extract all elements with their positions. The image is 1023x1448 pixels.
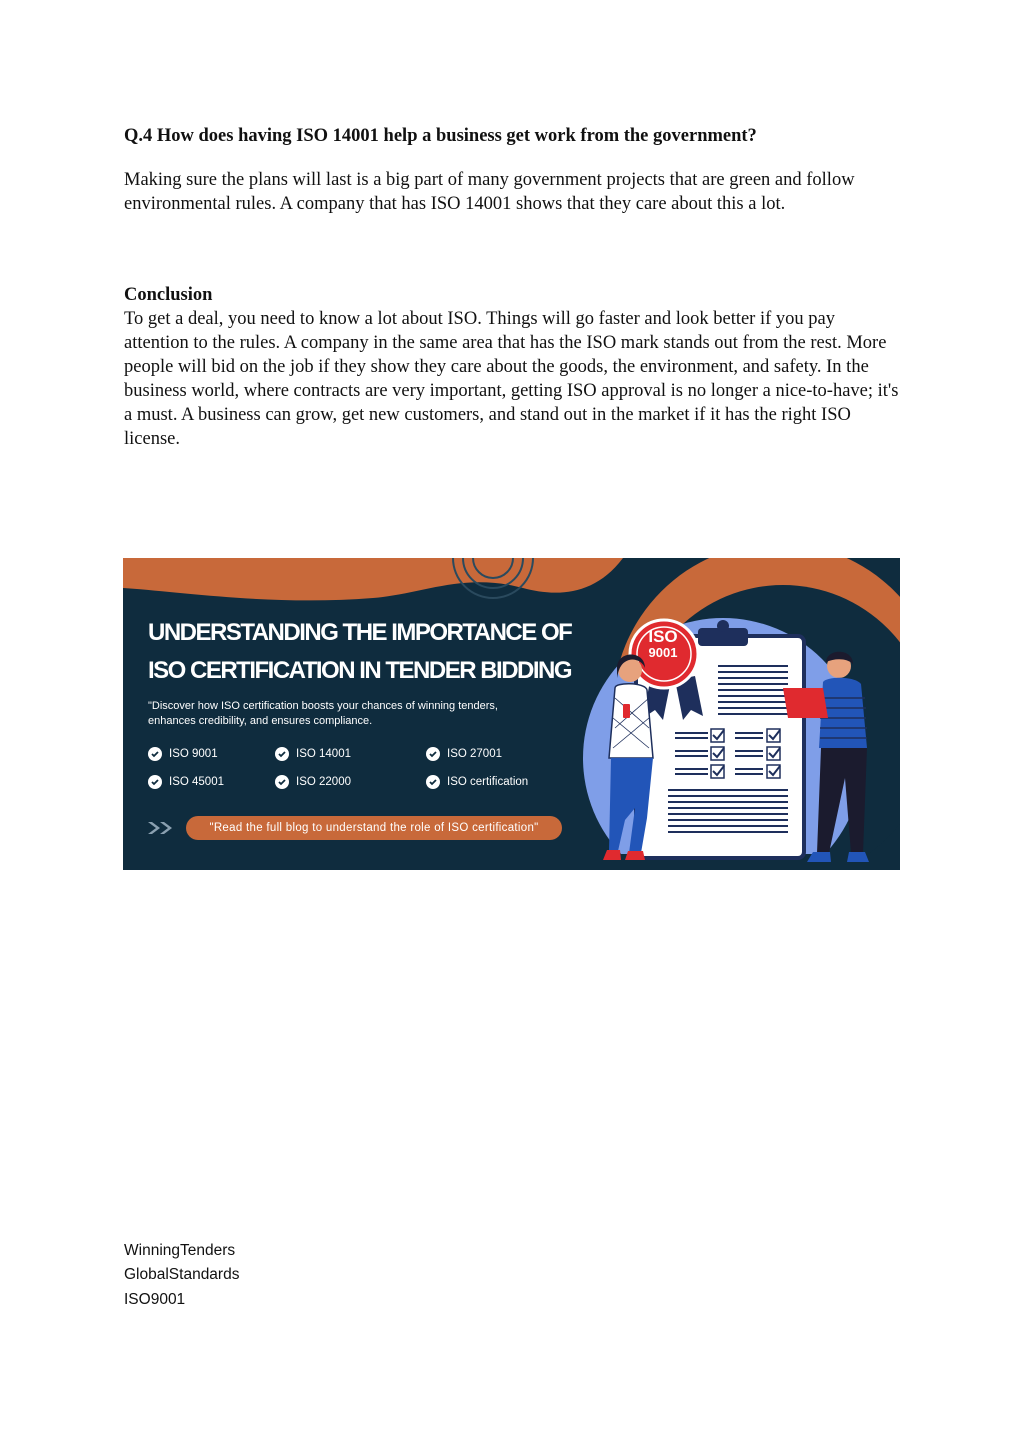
iso-list-label: ISO 45001 bbox=[169, 776, 224, 788]
iso-seal-line-1: ISO bbox=[648, 627, 678, 646]
conclusion-paragraph: To get a deal, you need to know a lot about ISO. Things will go faster and look better if you pay attention to the rules. A company in the same area that has the ISO mark stands out from the rest. More people will bid on the job if they show they care about the goods, the environment, and safety. In the business world, where contracts are very important, getting ISO approval is no longer a nice-to-have; it's a must. A business can grow, get new customers, and stand out in the market if it has the right ISO license. bbox=[124, 309, 899, 449]
iso-list-label: ISO certification bbox=[447, 776, 529, 788]
check-circle-icon bbox=[426, 747, 440, 761]
question-answer-paragraph: Making sure the plans will last is a big part of many government projects that are green and follow environmental rules. A company that has ISO 14001 shows that they care about this a lot. bbox=[124, 170, 855, 214]
iso-list-label: ISO 27001 bbox=[447, 748, 502, 760]
banner-title-line-2: ISO CERTIFICATION IN TENDER BIDDING bbox=[148, 657, 572, 684]
iso-list-item bbox=[148, 747, 218, 761]
iso-list-item bbox=[426, 747, 502, 761]
check-circle-icon bbox=[275, 747, 289, 761]
question-heading: Q.4 How does having ISO 14001 help a business get work from the government? bbox=[124, 126, 757, 146]
iso-blog-banner bbox=[123, 558, 900, 870]
conclusion-title: Conclusion bbox=[124, 285, 213, 305]
double-chevron-right-icon bbox=[146, 820, 182, 836]
banner-subtitle: "Discover how ISO certification boosts your chances of winning tenders, enhances credibility, and ensures compliance. bbox=[148, 700, 498, 727]
check-circle-icon bbox=[148, 775, 162, 789]
check-circle-icon bbox=[148, 747, 162, 761]
footer-tag: GlobalStandards bbox=[124, 1266, 240, 1283]
iso-list-item bbox=[148, 775, 224, 789]
banner-title-line-1: UNDERSTANDING THE IMPORTANCE OF bbox=[148, 619, 572, 646]
orange-wave-shape bbox=[123, 558, 623, 600]
iso-list-label: ISO 9001 bbox=[169, 748, 218, 760]
check-circle-icon bbox=[426, 775, 440, 789]
iso-list-label: ISO 22000 bbox=[296, 776, 351, 788]
read-full-blog-cta[interactable]: "Read the full blog to understand the role of ISO certification" bbox=[186, 816, 562, 840]
footer-tag: ISO9001 bbox=[124, 1291, 186, 1308]
check-circle-icon bbox=[275, 775, 289, 789]
footer-tag: WinningTenders bbox=[124, 1242, 236, 1259]
iso-list-item bbox=[275, 775, 351, 789]
iso-seal-text bbox=[638, 628, 688, 660]
iso-list-item bbox=[426, 775, 528, 789]
iso-list-label: ISO 14001 bbox=[296, 748, 351, 760]
iso-seal-line-2: 9001 bbox=[648, 645, 678, 660]
laptop-icon bbox=[783, 688, 828, 718]
iso-list-item bbox=[275, 747, 351, 761]
